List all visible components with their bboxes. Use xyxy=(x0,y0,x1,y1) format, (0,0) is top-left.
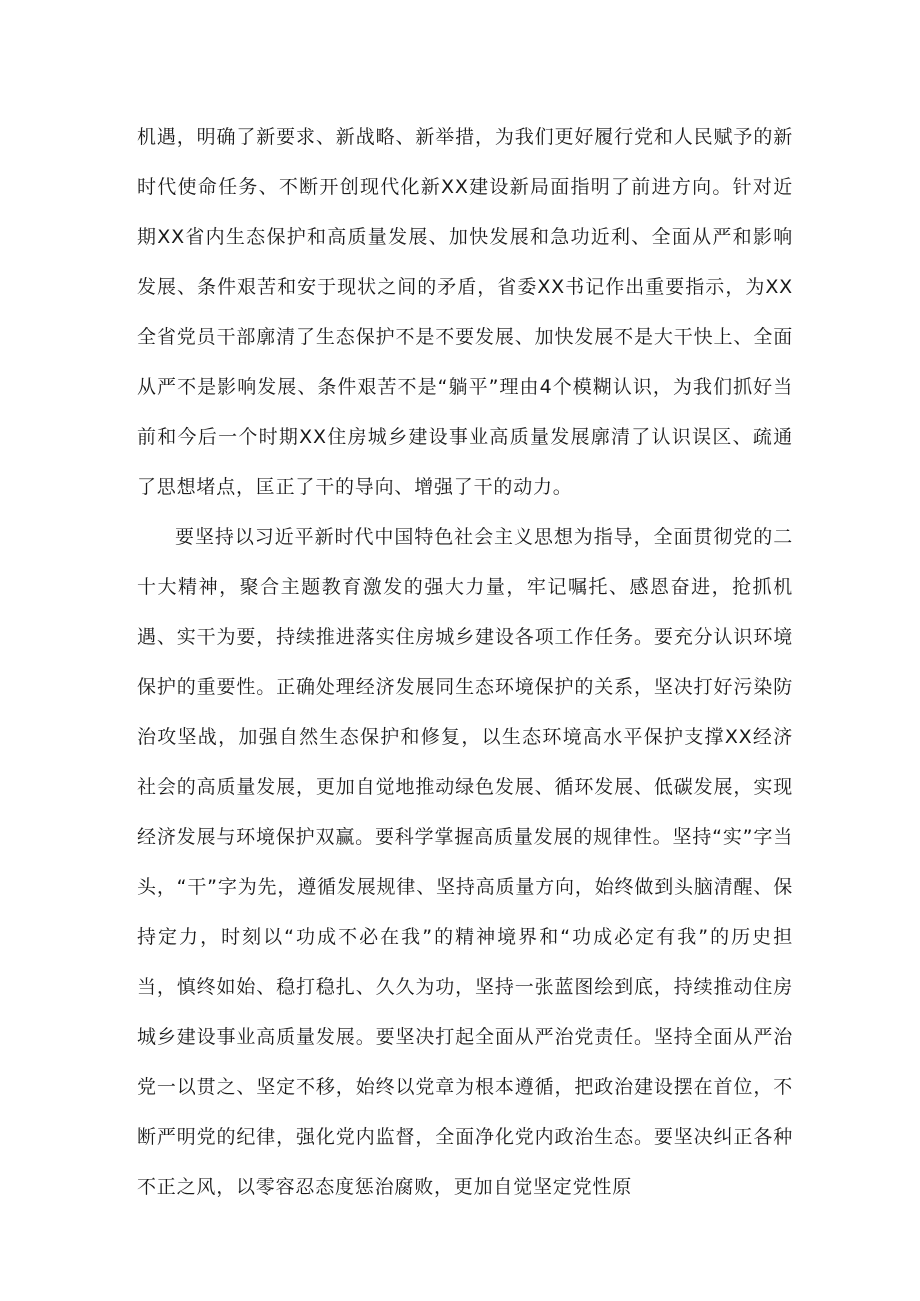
paragraph-main: 要坚持以习近平新时代中国特色社会主义思想为指导，全面贯彻党的二十大精神，聚合主题教育激发的强大力量，牢记嘱托、感恩奋进，抢抓机遇、实干为要，持续推进落实住房城乡建设各项工作任务。要充分认识环境保护的重要性。正确处理经济发展同生态环境保护的关系，坚决打好污染防治攻坚战，加强自然生态保护和修复，以生态环境高水平保护支撑XX经济社会的高质量发展，更加自觉地推动绿色发展、循环发展、低碳发展，实现经济发展与环境保护双赢。要科学掌握高质量发展的规律性。坚持“实”字当头，“干”字为先，遵循发展规律、坚持高质量方向，始终做到头脑清醒、保持定力，时刻以“功成不必在我”的精神境界和“功成必定有我”的历史担当，慎终如始、稳打稳扎、久久为功，坚持一张蓝图绘到底，持续推动住房城乡建设事业高质量发展。要坚决打起全面从严治党责任。坚持全面从严治党一以贯之、坚定不移，始终以党章为根本遵循，把政治建设摆在首位，不断严明党的纪律，强化党内监督，全面净化党内政治生态。要坚决纠正各种不正之风，以零容忍态度惩治腐败，更加自觉坚定党性原 xyxy=(137,526,793,1198)
body-text xyxy=(137,112,793,1212)
paragraph-continued: 机遇，明确了新要求、新战略、新举措，为我们更好履行党和人民赋予的新时代使命任务、不断开创现代化新XX建设新局面指明了前进方向。针对近期XX省内生态保护和高质量发展、加快发展和急功近利、全面从严和影响发展、条件艰苦和安于现状之间的矛盾，省委XX书记作出重要指示，为XX全省党员干部廓清了生态保护不是不要发展、加快发展不是大干快上、全面从严不是影响发展、条件艰苦不是“躺平”理由4个模糊认识，为我们抓好当前和今后一个时期XX住房城乡建设事业高质量发展廓清了认识误区、疏通了思想堵点，匡正了干的导向、增强了干的动力。 xyxy=(137,126,793,498)
